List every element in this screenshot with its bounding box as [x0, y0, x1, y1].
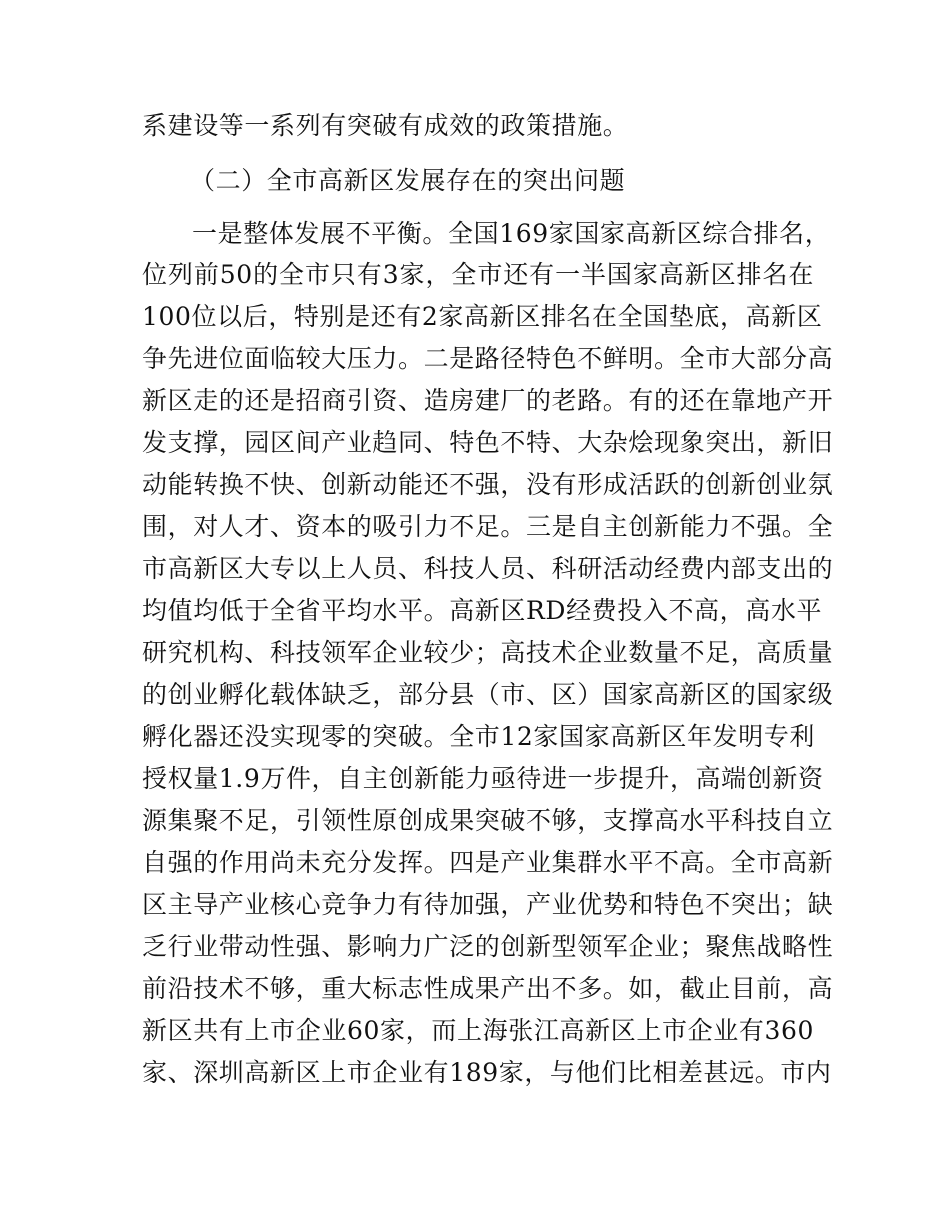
paragraph-line-11: 市高新区大专以上人员、科技人员、科研活动经费内部支出的: [142, 554, 834, 583]
paragraph-line-13: 研究机构、科技领军企业较少；高技术企业数量不足，高质量: [142, 638, 834, 667]
paragraph-line-14: 的创业孵化载体缺乏，部分县（市、区）国家高新区的国家级: [142, 680, 834, 709]
paragraph-line-8: 发支撑，园区间产业趋同、特色不特、大杂烩现象突出，新旧: [142, 428, 834, 457]
paragraph-line-17: 源集聚不足，引领性原创成果突破不够，支撑高水平科技自立: [142, 806, 834, 835]
paragraph-line-3: 一是整体发展不平衡。全国169家国家高新区综合排名，: [192, 219, 831, 248]
paragraph-line-7: 新区走的还是招商引资、造房建厂的老路。有的还在靠地产开: [142, 386, 834, 415]
paragraph-line-1: 系建设等一系列有突破有成效的政策措施。: [142, 111, 629, 140]
paragraph-line-18: 自强的作用尚未充分发挥。四是产业集群水平不高。全市高新: [142, 848, 834, 877]
paragraph-line-6: 争先进位面临较大压力。二是路径特色不鲜明。全市大部分高: [142, 344, 834, 373]
paragraph-line-16: 授权量1.9万件，自主创新能力亟待进一步提升，高端创新资: [142, 764, 824, 793]
paragraph-line-5: 100位以后，特别是还有2家高新区排名在全国垫底，高新区: [142, 302, 823, 331]
paragraph-line-23: 家、深圳高新区上市企业有189家，与他们比相差甚远。市内: [142, 1058, 832, 1087]
paragraph-line-20: 乏行业带动性强、影响力广泛的创新型领军企业；聚焦战略性: [142, 932, 834, 961]
section-heading: （二）全市高新区发展存在的突出问题: [190, 166, 626, 195]
paragraph-line-10: 围，对人才、资本的吸引力不足。三是自主创新能力不强。全: [142, 512, 834, 541]
paragraph-line-4: 位列前50的全市只有3家，全市还有一半国家高新区排名在: [142, 260, 814, 289]
paragraph-line-22: 新区共有上市企业60家，而上海张江高新区上市企业有360: [142, 1016, 814, 1045]
paragraph-line-15: 孵化器还没实现零的突破。全市12家国家高新区年发明专利: [142, 722, 816, 751]
paragraph-line-12: 均值均低于全省平均水平。高新区RD经费投入不高，高水平: [142, 596, 823, 625]
paragraph-line-9: 动能转换不快、创新动能还不强，没有形成活跃的创新创业氛: [142, 470, 834, 499]
paragraph-line-21: 前沿技术不够，重大标志性成果产出不多。如，截止目前，高: [142, 974, 834, 1003]
paragraph-line-19: 区主导产业核心竞争力有待加强，产业优势和特色不突出；缺: [142, 890, 834, 919]
